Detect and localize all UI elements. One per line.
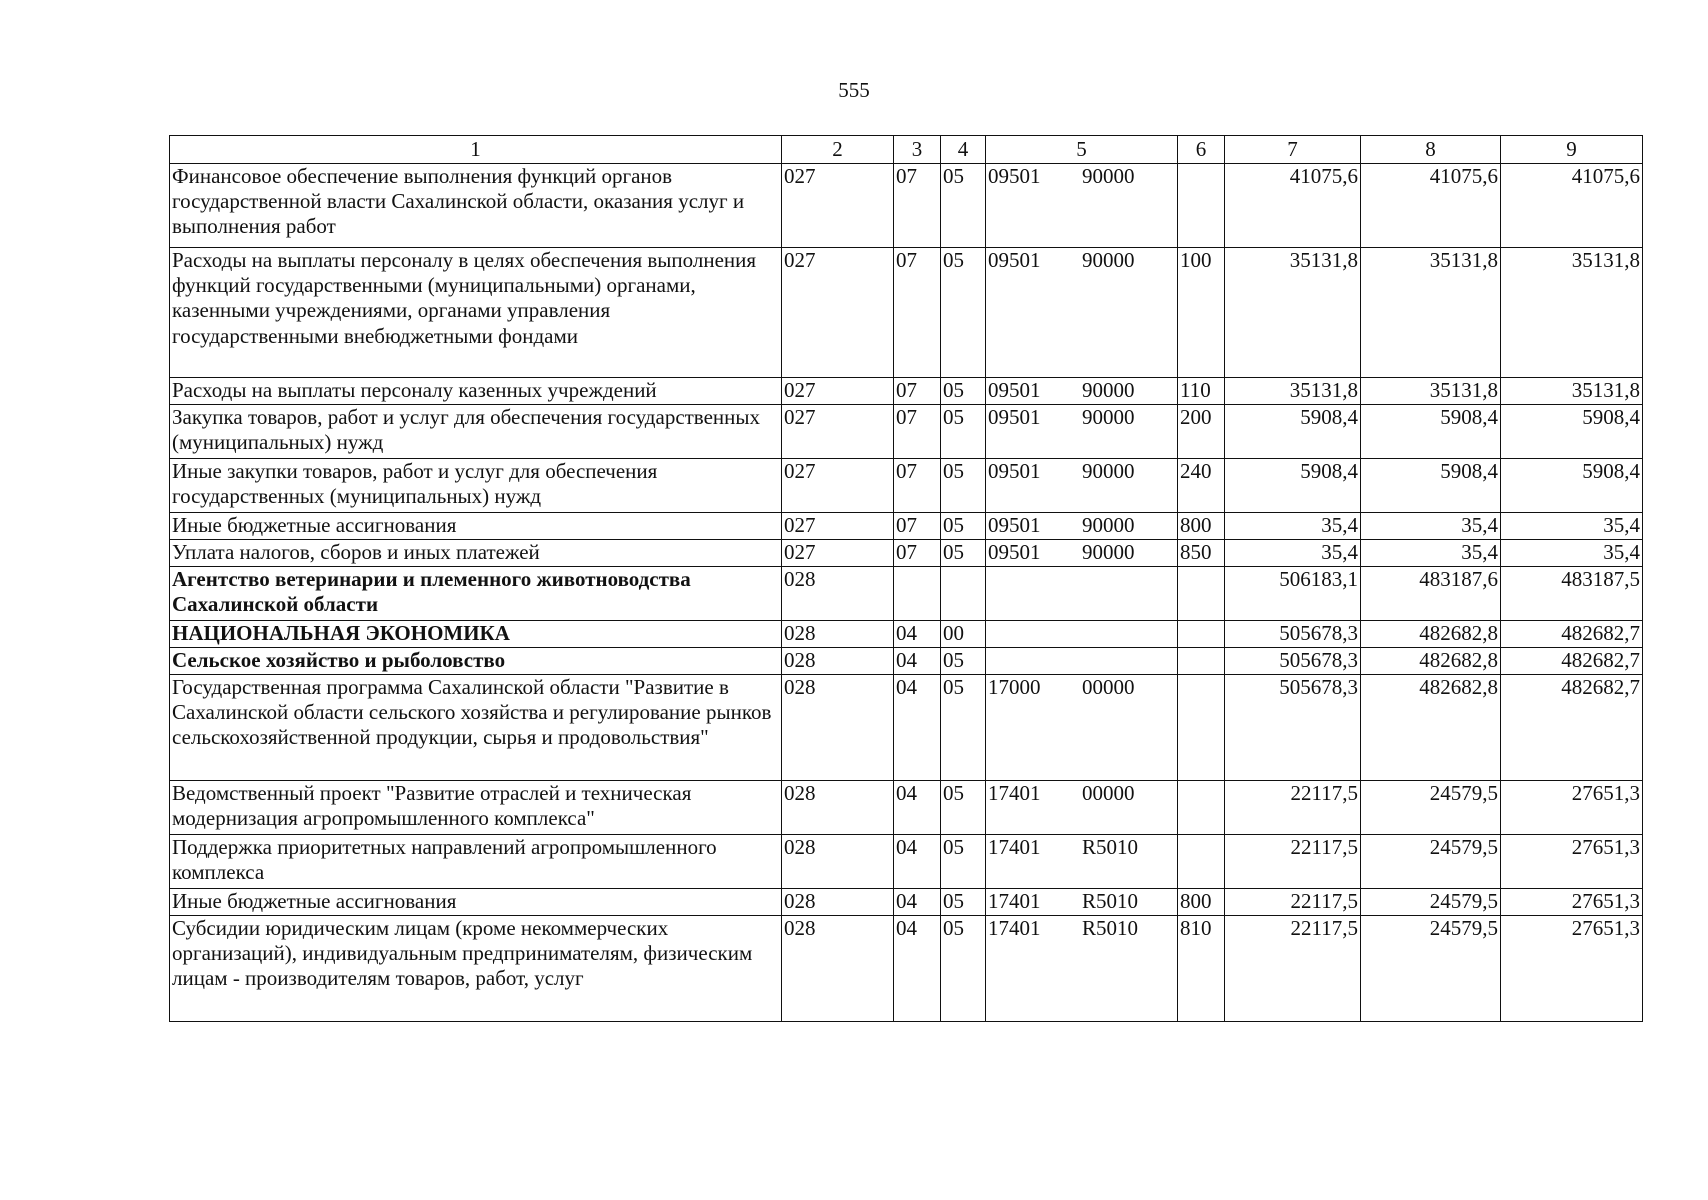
amount-col-8: 482682,8 <box>1361 621 1501 648</box>
section-code: 07 <box>894 248 941 378</box>
table-row <box>170 378 1643 405</box>
column-header: 4 <box>941 136 986 164</box>
program-code: 17401 <box>988 916 1041 940</box>
target-article-code <box>986 513 1178 540</box>
direction-code: 00000 <box>1082 781 1135 805</box>
amount-col-9: 5908,4 <box>1501 459 1643 513</box>
program-code: 09501 <box>988 248 1041 272</box>
table-row <box>170 567 1643 621</box>
column-header: 5 <box>986 136 1178 164</box>
column-header: 1 <box>170 136 782 164</box>
expense-type-code <box>1178 675 1225 781</box>
section-code: 07 <box>894 378 941 405</box>
header-row <box>170 136 1643 164</box>
expense-type-code <box>1178 621 1225 648</box>
target-article-code <box>986 916 1178 1022</box>
target-article-code <box>986 405 1178 459</box>
ministry-code: 028 <box>782 648 894 675</box>
target-article-code <box>986 459 1178 513</box>
target-article-code <box>986 648 1178 675</box>
row-name: Ведомственный проект "Развитие отраслей и техническая модернизация агропромышленного комплекса" <box>170 781 782 835</box>
amount-col-8: 5908,4 <box>1361 405 1501 459</box>
table-row <box>170 164 1643 248</box>
expense-type-code <box>1178 164 1225 248</box>
amount-col-7: 35,4 <box>1225 540 1361 567</box>
amount-col-9: 35131,8 <box>1501 378 1643 405</box>
amount-col-8: 483187,6 <box>1361 567 1501 621</box>
ministry-code: 028 <box>782 835 894 889</box>
direction-code: 90000 <box>1082 459 1135 483</box>
amount-col-7: 22117,5 <box>1225 889 1361 916</box>
amount-col-7: 22117,5 <box>1225 916 1361 1022</box>
program-code: 17401 <box>988 835 1041 859</box>
row-name: Государственная программа Сахалинской области "Развитие в Сахалинской области сельского хозяйства и регулирование рынков сельскохозяйственной продукции, сырья и продовольствия" <box>170 675 782 781</box>
ministry-code: 027 <box>782 459 894 513</box>
program-code: 09501 <box>988 164 1041 188</box>
row-name: Субсидии юридическим лицам (кроме некоммерческих организаций), индивидуальным предпринимателям, физическим лицам - производителям товаров, работ, услуг <box>170 916 782 1022</box>
amount-col-9: 27651,3 <box>1501 889 1643 916</box>
table-row <box>170 459 1643 513</box>
amount-col-8: 35,4 <box>1361 540 1501 567</box>
amount-col-9: 35,4 <box>1501 540 1643 567</box>
amount-col-8: 24579,5 <box>1361 781 1501 835</box>
subsection-code: 05 <box>941 889 986 916</box>
column-header: 7 <box>1225 136 1361 164</box>
amount-col-7: 5908,4 <box>1225 405 1361 459</box>
amount-col-7: 506183,1 <box>1225 567 1361 621</box>
target-article-code <box>986 567 1178 621</box>
expense-type-code <box>1178 781 1225 835</box>
amount-col-9: 27651,3 <box>1501 916 1643 1022</box>
target-article-code <box>986 378 1178 405</box>
expense-type-code: 800 <box>1178 513 1225 540</box>
row-name: Расходы на выплаты персоналу казенных учреждений <box>170 378 782 405</box>
table-row <box>170 648 1643 675</box>
amount-col-8: 35131,8 <box>1361 378 1501 405</box>
subsection-code: 05 <box>941 248 986 378</box>
expense-type-code: 200 <box>1178 405 1225 459</box>
row-name: Закупка товаров, работ и услуг для обеспечения государственных (муниципальных) нужд <box>170 405 782 459</box>
ministry-code: 027 <box>782 248 894 378</box>
expense-type-code: 850 <box>1178 540 1225 567</box>
target-article-code <box>986 781 1178 835</box>
amount-col-9: 483187,5 <box>1501 567 1643 621</box>
section-code: 07 <box>894 513 941 540</box>
direction-code: 90000 <box>1082 540 1135 564</box>
amount-col-8: 24579,5 <box>1361 889 1501 916</box>
expense-type-code <box>1178 567 1225 621</box>
direction-code: 90000 <box>1082 378 1135 402</box>
section-code: 04 <box>894 675 941 781</box>
subsection-code: 05 <box>941 648 986 675</box>
row-name: Иные бюджетные ассигнования <box>170 513 782 540</box>
direction-code: R5010 <box>1082 916 1139 940</box>
table-body <box>170 164 1643 1022</box>
ministry-code: 028 <box>782 889 894 916</box>
subsection-code: 05 <box>941 781 986 835</box>
amount-col-9: 5908,4 <box>1501 405 1643 459</box>
section-code: 07 <box>894 540 941 567</box>
subsection-code: 05 <box>941 835 986 889</box>
program-code: 09501 <box>988 405 1041 429</box>
ministry-code: 027 <box>782 540 894 567</box>
amount-col-7: 41075,6 <box>1225 164 1361 248</box>
amount-col-7: 22117,5 <box>1225 835 1361 889</box>
expense-type-code <box>1178 648 1225 675</box>
section-code: 04 <box>894 835 941 889</box>
row-name: Сельское хозяйство и рыболовство <box>170 648 782 675</box>
section-code: 07 <box>894 405 941 459</box>
column-header: 8 <box>1361 136 1501 164</box>
amount-col-8: 482682,8 <box>1361 675 1501 781</box>
table-row <box>170 889 1643 916</box>
target-article-code <box>986 540 1178 567</box>
ministry-code: 027 <box>782 405 894 459</box>
amount-col-7: 22117,5 <box>1225 781 1361 835</box>
row-name: Иные закупки товаров, работ и услуг для обеспечения государственных (муниципальных) нужд <box>170 459 782 513</box>
amount-col-9: 482682,7 <box>1501 648 1643 675</box>
table-row <box>170 621 1643 648</box>
amount-col-7: 5908,4 <box>1225 459 1361 513</box>
subsection-code: 05 <box>941 916 986 1022</box>
subsection-code: 00 <box>941 621 986 648</box>
amount-col-8: 5908,4 <box>1361 459 1501 513</box>
ministry-code: 027 <box>782 378 894 405</box>
page-number: 555 <box>838 78 870 102</box>
table-row <box>170 916 1643 1022</box>
ministry-code: 028 <box>782 916 894 1022</box>
amount-col-9: 482682,7 <box>1501 621 1643 648</box>
row-name: Расходы на выплаты персоналу в целях обеспечения выполнения функций государственными (муниципальными) органами, казенными учреждениями, органами управления государственными внебюджетными фондами <box>170 248 782 378</box>
expense-type-code: 810 <box>1178 916 1225 1022</box>
amount-col-9: 35,4 <box>1501 513 1643 540</box>
table-row <box>170 835 1643 889</box>
target-article-code <box>986 248 1178 378</box>
program-code: 17401 <box>988 781 1041 805</box>
section-code: 07 <box>894 459 941 513</box>
program-code: 09501 <box>988 459 1041 483</box>
ministry-code: 027 <box>782 513 894 540</box>
amount-col-7: 35,4 <box>1225 513 1361 540</box>
budget-table <box>169 135 1643 1022</box>
direction-code: R5010 <box>1082 889 1139 913</box>
amount-col-7: 35131,8 <box>1225 378 1361 405</box>
ministry-code: 028 <box>782 621 894 648</box>
amount-col-9: 35131,8 <box>1501 248 1643 378</box>
row-name: Финансовое обеспечение выполнения функций органов государственной власти Сахалинской области, оказания услуг и выполнения работ <box>170 164 782 248</box>
program-code: 09501 <box>988 513 1041 537</box>
row-name: Агентство ветеринарии и племенного животноводства Сахалинской области <box>170 567 782 621</box>
row-name: НАЦИОНАЛЬНАЯ ЭКОНОМИКА <box>170 621 782 648</box>
amount-col-8: 35,4 <box>1361 513 1501 540</box>
table-row <box>170 248 1643 378</box>
subsection-code: 05 <box>941 459 986 513</box>
expense-type-code: 100 <box>1178 248 1225 378</box>
amount-col-8: 482682,8 <box>1361 648 1501 675</box>
amount-col-8: 24579,5 <box>1361 916 1501 1022</box>
expense-type-code: 110 <box>1178 378 1225 405</box>
program-code: 09501 <box>988 378 1041 402</box>
subsection-code: 05 <box>941 164 986 248</box>
subsection-code: 05 <box>941 513 986 540</box>
row-name: Уплата налогов, сборов и иных платежей <box>170 540 782 567</box>
target-article-code <box>986 621 1178 648</box>
column-header: 2 <box>782 136 894 164</box>
subsection-code: 05 <box>941 540 986 567</box>
expense-type-code: 240 <box>1178 459 1225 513</box>
program-code: 17401 <box>988 889 1041 913</box>
amount-col-7: 505678,3 <box>1225 675 1361 781</box>
table-row <box>170 405 1643 459</box>
ministry-code: 028 <box>782 567 894 621</box>
amount-col-9: 41075,6 <box>1501 164 1643 248</box>
section-code <box>894 567 941 621</box>
section-code: 04 <box>894 889 941 916</box>
table-row <box>170 513 1643 540</box>
section-code: 04 <box>894 781 941 835</box>
column-header: 3 <box>894 136 941 164</box>
direction-code: 90000 <box>1082 513 1135 537</box>
amount-col-8: 41075,6 <box>1361 164 1501 248</box>
amount-col-9: 27651,3 <box>1501 835 1643 889</box>
section-code: 04 <box>894 648 941 675</box>
row-name: Поддержка приоритетных направлений агропромышленного комплекса <box>170 835 782 889</box>
amount-col-8: 35131,8 <box>1361 248 1501 378</box>
ministry-code: 027 <box>782 164 894 248</box>
amount-col-8: 24579,5 <box>1361 835 1501 889</box>
table-row <box>170 540 1643 567</box>
direction-code: 90000 <box>1082 405 1135 429</box>
target-article-code <box>986 889 1178 916</box>
expense-type-code <box>1178 835 1225 889</box>
ministry-code: 028 <box>782 781 894 835</box>
row-name: Иные бюджетные ассигнования <box>170 889 782 916</box>
direction-code: 90000 <box>1082 248 1135 272</box>
target-article-code <box>986 675 1178 781</box>
expense-type-code: 800 <box>1178 889 1225 916</box>
amount-col-7: 505678,3 <box>1225 621 1361 648</box>
subsection-code: 05 <box>941 675 986 781</box>
amount-col-9: 482682,7 <box>1501 675 1643 781</box>
column-header: 6 <box>1178 136 1225 164</box>
program-code: 09501 <box>988 540 1041 564</box>
section-code: 07 <box>894 164 941 248</box>
table-row <box>170 781 1643 835</box>
subsection-code <box>941 567 986 621</box>
section-code: 04 <box>894 621 941 648</box>
column-header: 9 <box>1501 136 1643 164</box>
amount-col-7: 35131,8 <box>1225 248 1361 378</box>
amount-col-9: 27651,3 <box>1501 781 1643 835</box>
direction-code: R5010 <box>1082 835 1139 859</box>
direction-code: 90000 <box>1082 164 1135 188</box>
subsection-code: 05 <box>941 405 986 459</box>
amount-col-7: 505678,3 <box>1225 648 1361 675</box>
subsection-code: 05 <box>941 378 986 405</box>
section-code: 04 <box>894 916 941 1022</box>
ministry-code: 028 <box>782 675 894 781</box>
direction-code: 00000 <box>1082 675 1135 699</box>
target-article-code <box>986 164 1178 248</box>
table-row <box>170 675 1643 781</box>
program-code: 17000 <box>988 675 1041 699</box>
target-article-code <box>986 835 1178 889</box>
